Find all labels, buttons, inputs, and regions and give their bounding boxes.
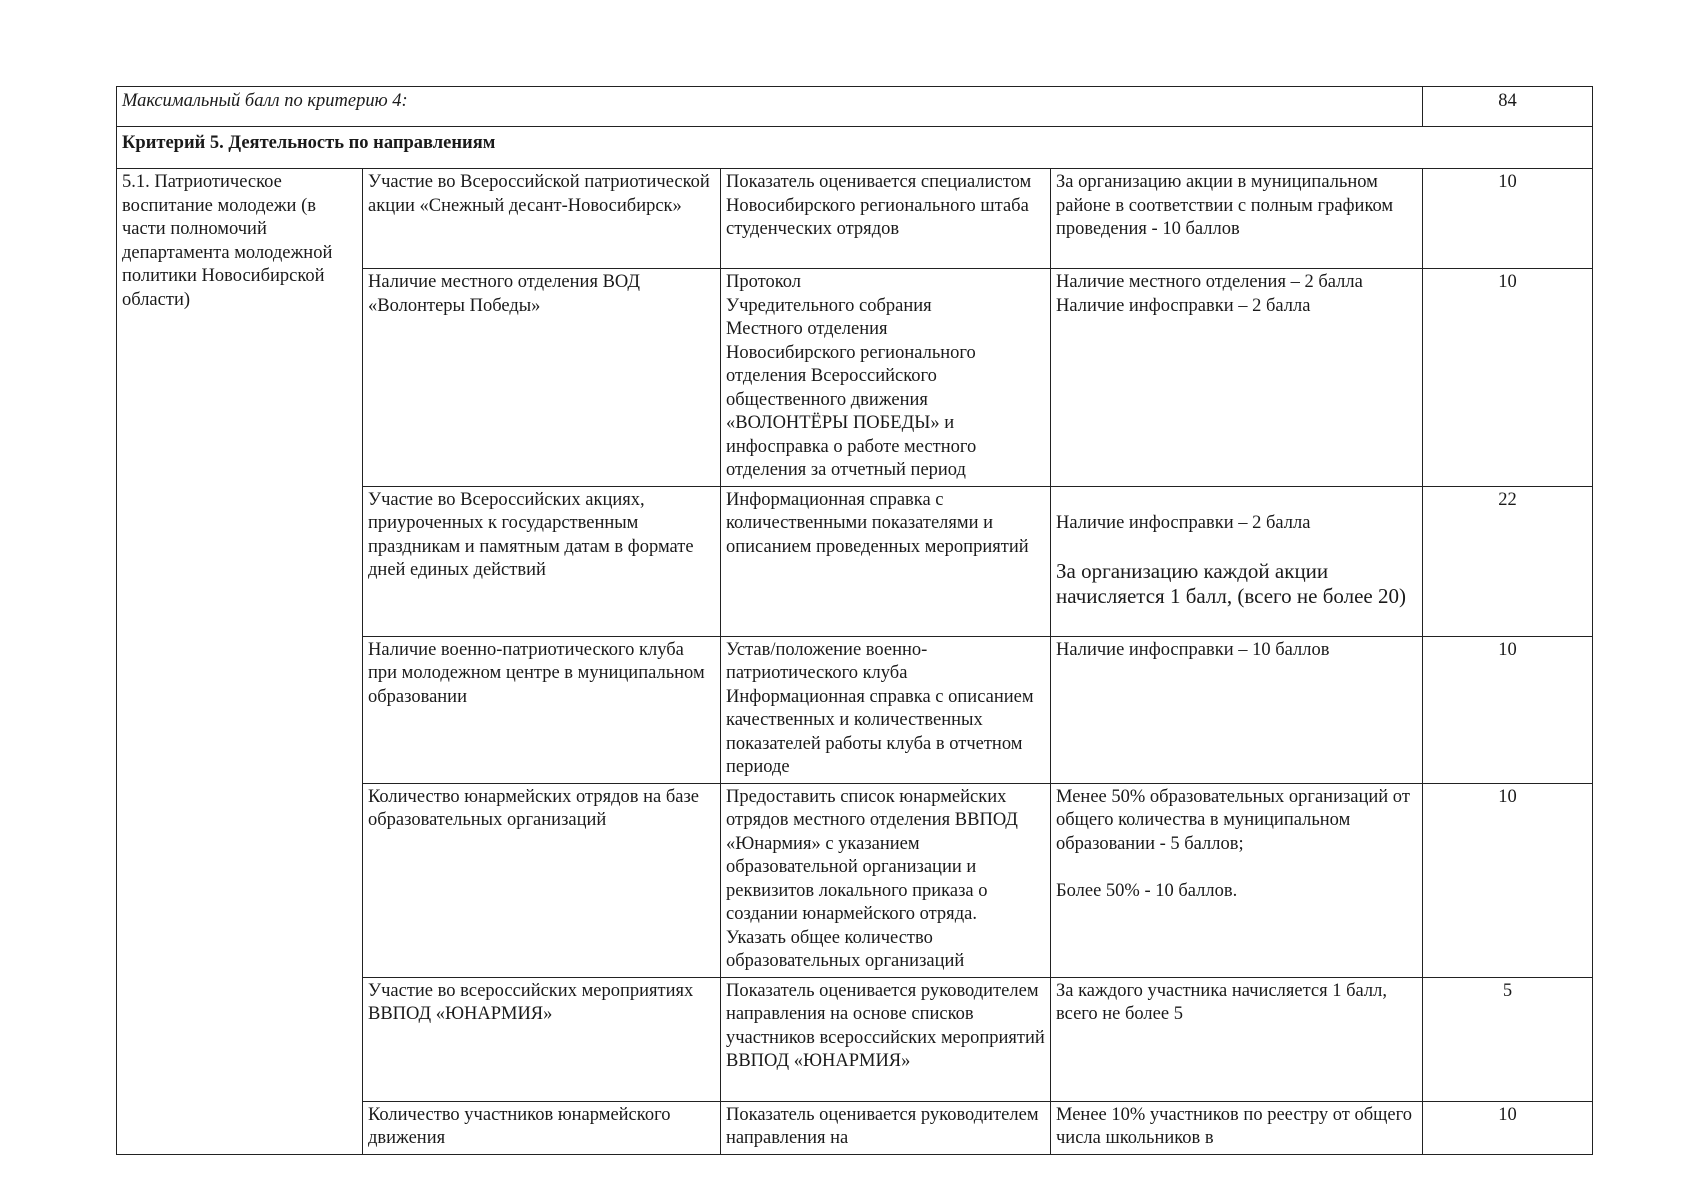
criteria-document <box>116 86 1592 1155</box>
table-row <box>117 169 1593 269</box>
confirmation-cell: Устав/положение военно-патриотического клуба Информационная справка с описанием качественных и количественных показателей работы клуба в отчетном периоде <box>721 636 1051 783</box>
max-score-value: 84 <box>1423 87 1593 127</box>
confirmation-cell: Информационная справка с количественными показателями и описанием проведенных мероприятий <box>721 486 1051 636</box>
indicator-cell: Наличие военно-патриотического клуба при молодежном центре в муниципальном образовании <box>363 636 721 783</box>
points-cell: 5 <box>1423 977 1593 1101</box>
scoring-cell: За организацию акции в муниципальном районе в соответствии с полным графиком проведения - 10 баллов <box>1051 169 1423 269</box>
points-cell: 10 <box>1423 269 1593 487</box>
points-cell: 10 <box>1423 1101 1593 1154</box>
criterion-header-row <box>117 127 1593 169</box>
scoring-cell <box>1051 486 1423 636</box>
max-score-row <box>117 87 1593 127</box>
scoring-cell: Менее 50% образовательных организаций от общего количества в муниципальном образовании - 5 баллов; Более 50% - 10 баллов. <box>1051 783 1423 977</box>
scoring-cell: Менее 10% участников по реестру от общего числа школьников в <box>1051 1101 1423 1154</box>
indicator-cell: Участие во Всероссийских акциях, приуроченных к государственным праздникам и памятным датам в формате дней единых действий <box>363 486 721 636</box>
points-cell: 10 <box>1423 636 1593 783</box>
indicator-cell: Количество юнармейских отрядов на базе образовательных организаций <box>363 783 721 977</box>
indicator-cell: Участие во Всероссийской патриотической акции «Снежный десант-Новосибирск» <box>363 169 721 269</box>
confirmation-cell: Показатель оценивается руководителем направления на основе списков участников всероссийских мероприятий ВВПОД «ЮНАРМИЯ» <box>721 977 1051 1101</box>
confirmation-cell: Протокол Учредительного собрания Местного отделения Новосибирского регионального отделения Всероссийского общественного движения «ВОЛОНТЁРЫ ПОБЕДЫ» и инфосправка о работе местного отделения за отчетный период <box>721 269 1051 487</box>
scoring-line: Наличие инфосправки – 2 балла <box>1056 513 1311 533</box>
criteria-table <box>116 86 1593 1155</box>
confirmation-cell: Предоставить список юнармейских отрядов местного отделения ВВПОД «Юнармия» с указанием образовательной организации и реквизитов локального приказа о создании юнармейского отряда. Указать общее количество образовательных организаций <box>721 783 1051 977</box>
section-title-cell: 5.1. Патриотическое воспитание молодежи (в части полномочий департамента молодежной политики Новосибирской области) <box>117 169 363 1155</box>
confirmation-cell: Показатель оценивается специалистом Новосибирского регионального штаба студенческих отрядов <box>721 169 1051 269</box>
scoring-line: За организацию каждой акции начисляется 1 балл, (всего не более 20) <box>1056 559 1406 608</box>
points-cell: 10 <box>1423 783 1593 977</box>
scoring-cell: Наличие местного отделения – 2 балла Наличие инфосправки – 2 балла <box>1051 269 1423 487</box>
indicator-cell: Количество участников юнармейского движения <box>363 1101 721 1154</box>
scoring-cell: За каждого участника начисляется 1 балл, всего не более 5 <box>1051 977 1423 1101</box>
points-cell: 10 <box>1423 169 1593 269</box>
criterion-header: Критерий 5. Деятельность по направлениям <box>117 127 1593 169</box>
confirmation-cell: Показатель оценивается руководителем направления на <box>721 1101 1051 1154</box>
indicator-cell: Участие во всероссийских мероприятиях ВВПОД «ЮНАРМИЯ» <box>363 977 721 1101</box>
max-score-label: Максимальный балл по критерию 4: <box>117 87 1423 127</box>
scoring-cell: Наличие инфосправки – 10 баллов <box>1051 636 1423 783</box>
indicator-cell: Наличие местного отделения ВОД «Волонтеры Победы» <box>363 269 721 487</box>
points-cell: 22 <box>1423 486 1593 636</box>
